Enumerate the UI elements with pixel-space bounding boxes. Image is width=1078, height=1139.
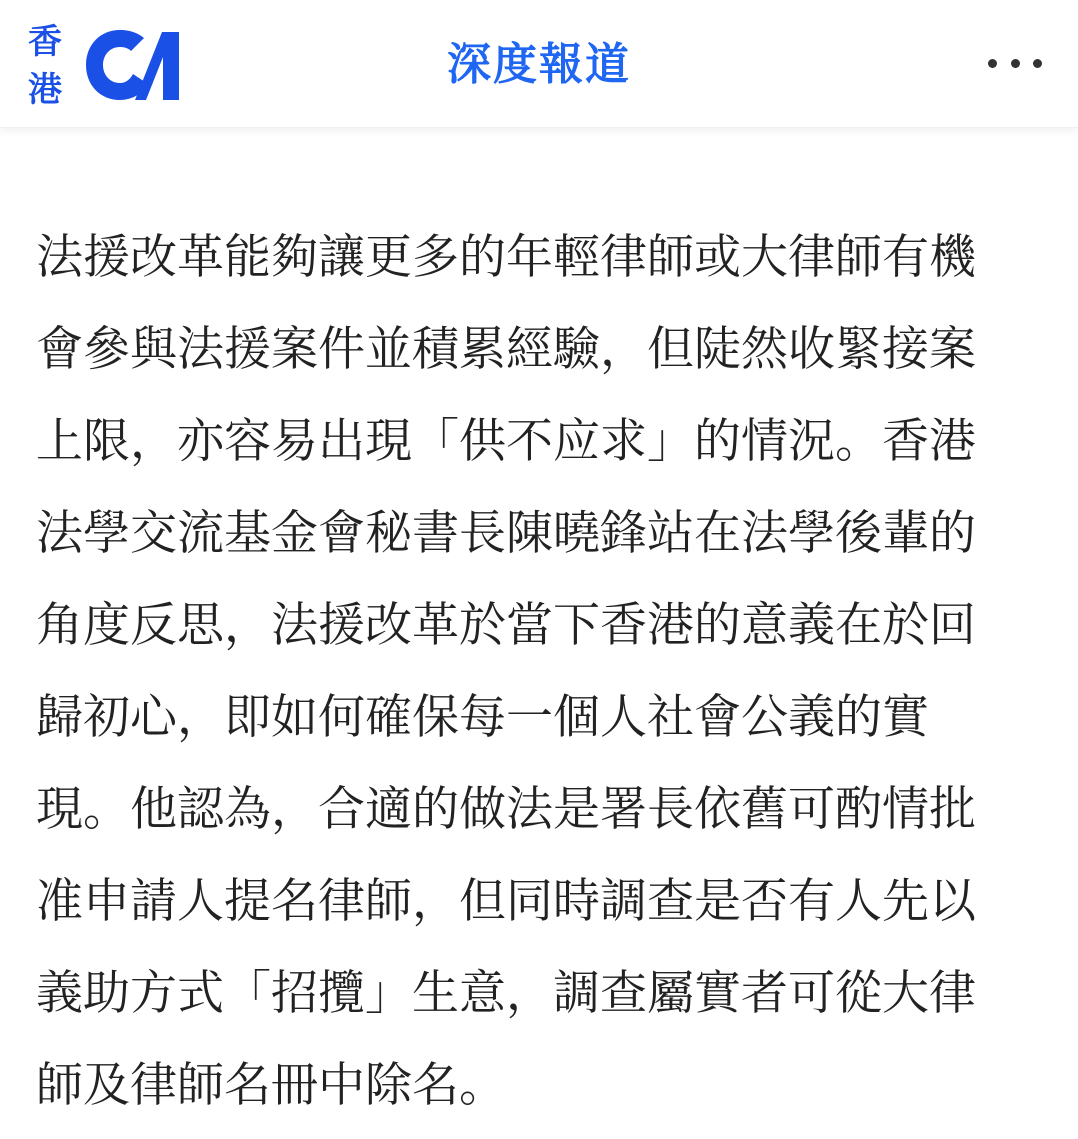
more-horizontal-icon	[1033, 59, 1042, 68]
page-title: 深度報道	[447, 39, 631, 90]
more-menu-button[interactable]	[988, 46, 1042, 80]
article-paragraph: 法援改革能夠讓更多的年輕律師或大律師有機會參與法援案件並積累經驗，但陡然收緊接案上限，亦容易出現「供不应求」的情況。香港法學交流基金會秘書長陳曉鋒站在法學後輩的角度反思，法援改革於當下香港的意義在於回歸初心，即如何確保每一個人社會公義的實現。他認為，合適的做法是署長依舊可酌情批准申請人提名律師，但同時調查是否有人先以義助方式「招攬」生意，調查屬實者可從大律師及律師名冊中除名。	[36, 230, 976, 1113]
logo-text-line1: 香	[28, 22, 62, 62]
logo-text-line2: 港	[28, 70, 62, 110]
top-header	[0, 0, 1078, 128]
article-content	[36, 212, 1022, 1132]
more-horizontal-icon	[988, 59, 997, 68]
more-horizontal-icon	[1011, 59, 1020, 68]
